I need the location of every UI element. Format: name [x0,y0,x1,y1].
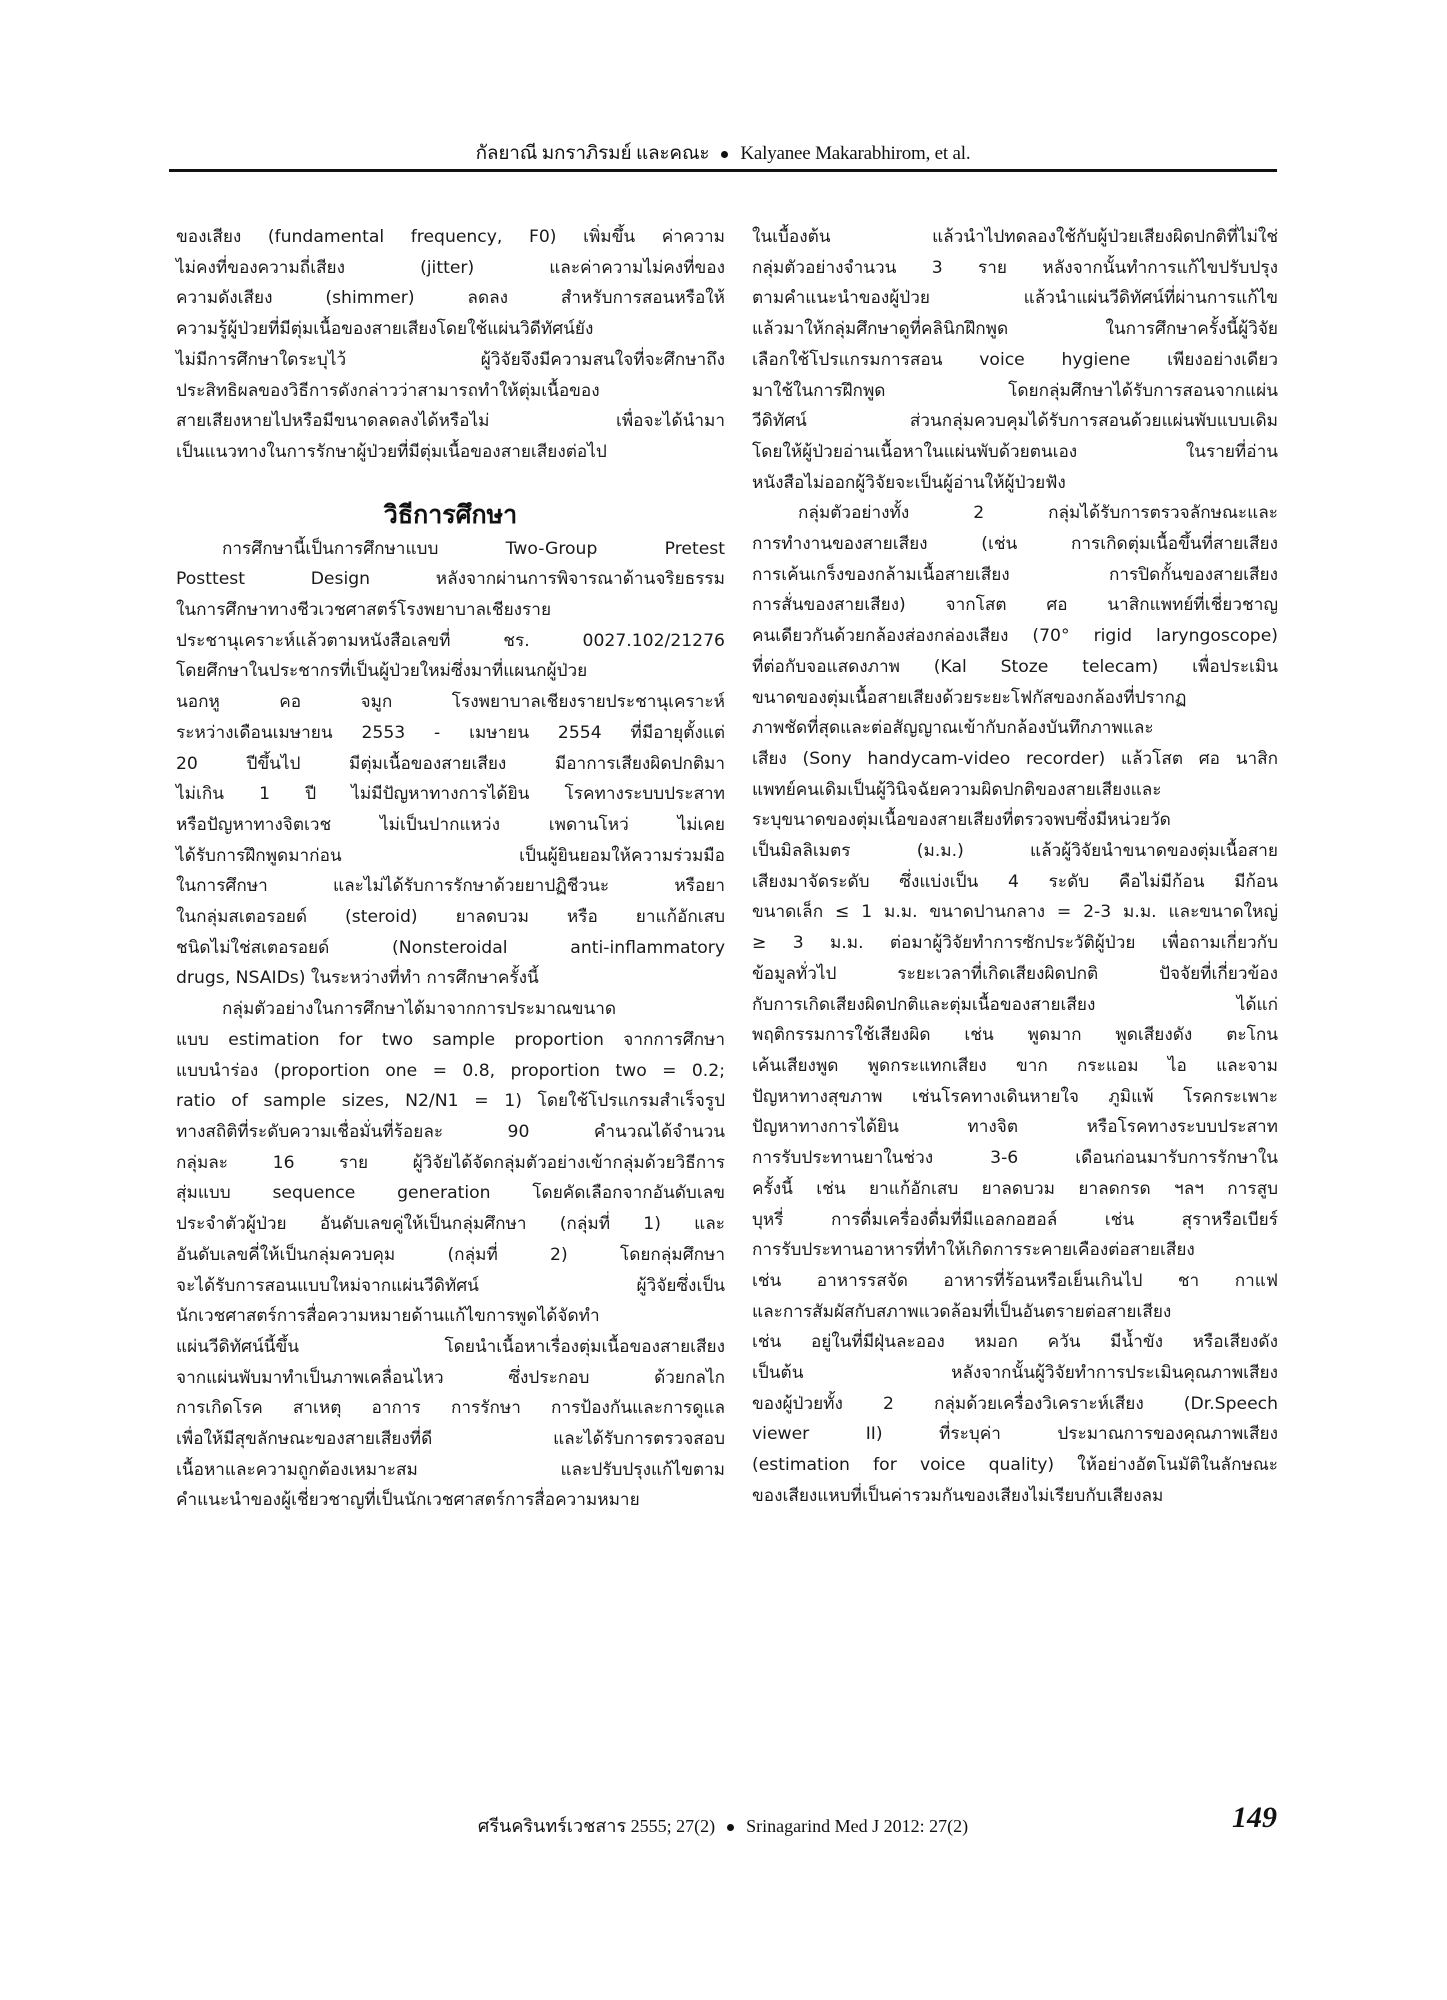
text-line: วีดิทัศน์ ส่วนกลุ่มควบคุมได้รับการสอนด้วยแผ่นพับแบบเดิม [752,411,1278,432]
text-line: หนังสือไม่ออกผู้วิจัยจะเป็นผู้อ่านให้ผู้ป่วยฟัง [752,472,1066,493]
text-line: กลุ่มละ 16 ราย ผู้วิจัยได้จัดกลุ่มตัวอย่างเข้ากลุ่มด้วยวิธีการ [176,1152,725,1173]
text-line: แบบนำร่อง (proportion one = 0.8, proportion two = 0.2; [176,1060,725,1081]
text-line: ในการศึกษา และไม่ได้รับการรักษาด้วยยาปฏิชีวนะ หรือยา [176,876,725,897]
text-line: อันดับเลขคี่ให้เป็นกลุ่มควบคุม (กลุ่มที่ 2) โดยกลุ่มศึกษา [176,1244,725,1265]
text-line: ในการศึกษาทางชีวเวชศาสตร์โรงพยาบาลเชียงราย [176,600,552,621]
journal-english: Srinagarind Med J 2012: 27(2) [746,1816,969,1836]
text-line: การทำงานของสายเสียง (เช่น การเกิดตุ่มเนื้อขึ้นที่สายเสียง [752,534,1278,555]
text-line: ครั้งนี้ เช่น ยาแก้อักเสบ ยาลดบวม ยาลดกรด ฯลฯ การสูบ [752,1178,1278,1199]
text-line: ประจำตัวผู้ป่วย อันดับเลขคู่ให้เป็นกลุ่มศึกษา (กลุ่มที่ 1) และ [176,1214,725,1235]
text-line: โดยให้ผู้ป่วยอ่านเนื้อหาในแผ่นพับด้วยตนเอง ในรายที่อ่าน [752,441,1278,462]
text-line: ภาพชัดที่สุดและต่อสัญญาณเข้ากับกล้องบันทึกภาพและ [752,718,1154,739]
text-line: แล้วมาให้กลุ่มศึกษาดูที่คลินิกฝึกพูด ในการศึกษาครั้งนี้ผู้วิจัย [752,319,1278,340]
text-line: ไม่มีการศึกษาใดระบุไว้ ผู้วิจัยจึงมีความสนใจที่จะศึกษาถึง [176,349,725,370]
text-line: เสียง (Sony handycam-video recorder) แล้วโสต ศอ นาสิก [752,748,1278,769]
text-line: โดยศึกษาในประชากรที่เป็นผู้ป่วยใหม่ซึ่งมาที่แผนกผู้ป่วย [176,661,588,682]
text-line: การเค้นเกร็งของกล้ามเนื้อสายเสียง การปิดกั้นของสายเสียง [752,564,1278,585]
text-line: ของผู้ป่วยทั้ง 2 กลุ่มด้วยเครื่องวิเคราะห์เสียง (Dr.Speech [752,1393,1278,1414]
text-line: เป็นมิลลิเมตร (ม.ม.) แล้วผู้วิจัยนำขนาดของตุ่มเนื้อสาย [752,841,1278,862]
text-line: ระบุขนาดของตุ่มเนื้อของสายเสียงที่ตรวจพบซึ่งมีหน่วยวัด [752,810,1171,831]
text-line: แบบ estimation for two sample proportion จากการศึกษา [176,1029,725,1050]
journal-citation [169,1811,1277,1840]
intro-paragraph [176,222,725,468]
right-column [752,222,1278,1512]
text-line: แพทย์คนเดิมเป็นผู้วินิจฉัยความผิดปกติของสายเสียงและ [752,779,1162,800]
text-line: นอกหู คอ จมูก โรงพยาบาลเชียงรายประชานุเคราะห์ [176,692,725,713]
header-rule [169,169,1277,172]
text-line: เค้นเสียงพูด พูดกระแทกเสียง ขาก กระแอม ไอ และจาม [752,1055,1278,1076]
text-line: ตามคำแนะนำของผู้ป่วย แล้วนำแผ่นวีดิทัศน์ที่ผ่านการแก้ไข [752,288,1278,309]
header-authors-english: Kalyanee Makarabhirom, et al. [740,143,971,164]
text-line: การเกิดโรค สาเหตุ อาการ การรักษา การป้องกันและการดูแล [176,1398,725,1419]
text-line: กลุ่มตัวอย่างจำนวน 3 ราย หลังจากนั้นทำการแก้ไขปรับปรุง [752,257,1278,278]
sample-paragraph [176,994,725,1516]
text-line: ในเบื้องต้น แล้วนำไปทดลองใช้กับผู้ป่วยเสียงผิดปกติที่ไม่ใช่ [752,227,1278,247]
text-line: พฤติกรรมการใช้เสียงผิด เช่น พูดมาก พูดเสียงดัง ตะโกน [752,1025,1278,1046]
text-line: ปัญหาทางสุขภาพ เช่นโรคทางเดินหายใจ ภูมิแพ้ โรคกระเพาะ [752,1086,1278,1107]
journal-thai: ศรีนครินทร์เวชสาร 2555; 27(2) [477,1816,716,1836]
text-line: ปัญหาทางการได้ยิน ทางจิต หรือโรคทางระบบประสาท [752,1117,1278,1138]
text-line: นักเวชศาสตร์การสื่อความหมายด้านแก้ไขการพูดได้จัดทำ [176,1306,600,1327]
left-column [176,222,725,1516]
text-line: การศึกษานี้เป็นการศึกษาแบบ Two-Group Pretest [222,538,725,559]
assessment-paragraph [752,498,1278,1511]
continued-paragraph [752,222,1278,498]
text-line: ขนาดของตุ่มเนื้อสายเสียงด้วยระยะโฟกัสของกล้องที่ปรากฏ [752,687,1187,708]
running-header [169,138,1277,168]
text-line: ไม่คงที่ของความถี่เสียง (jitter) และค่าความไม่คงที่ของ [176,257,725,278]
text-line: ratio of sample sizes, N2/N1 = 1) โดยใช้โปรแกรมสำเร็จรูป [176,1091,725,1112]
section-heading-methods: วิธีการศึกษา [383,499,518,529]
text-line: ของเสียง (fundamental frequency, F0) เพิ่มขึ้น ค่าความ [176,227,725,247]
text-line: (estimation for voice quality) ให้อย่างอัตโนมัติในลักษณะ [752,1455,1278,1476]
text-line: การรับประทานยาในช่วง 3-6 เดือนก่อนมารับการรักษาใน [752,1148,1278,1169]
text-line: สายเสียงหายไปหรือมีขนาดลดลงได้หรือไม่ เพื่อจะได้นำมา [176,411,725,432]
text-line: ความรู้ผู้ป่วยที่มีตุ่มเนื้อของสายเสียงโดยใช้แผ่นวิดีทัศน์ยัง [176,319,594,340]
text-line: ความดังเสียง (shimmer) ลดลง สำหรับการสอนหรือให้ [176,288,725,309]
text-line: เป็นต้น หลังจากนั้นผู้วิจัยทำการประเมินคุณภาพเสียง [752,1363,1278,1384]
text-line: และการสัมผัสกับสภาพแวดล้อมที่เป็นอันตรายต่อสายเสียง [752,1301,1172,1322]
text-line: ขนาดเล็ก ≤ 1 ม.ม. ขนาดปานกลาง = 2-3 ม.ม. และขนาดใหญ่ [752,902,1278,923]
methods-paragraph [176,534,725,995]
bullet-icon [721,151,728,158]
text-line: เสียงมาจัดระดับ ซึ่งแบ่งเป็น 4 ระดับ คือไม่มีก้อน มีก้อน [752,871,1278,892]
text-line: เป็นแนวทางในการรักษาผู้ป่วยที่มีตุ่มเนื้อของสายเสียงต่อไป [176,441,607,462]
text-line: ของเสียงแหบที่เป็นค่ารวมกันของเสียงไม่เรียบกับเสียงลม [752,1485,1164,1506]
text-line: หรือปัญหาทางจิตเวช ไม่เป็นปากแหว่ง เพดานโหว่ ไม่เคย [176,814,725,835]
text-line: เช่น อาหารรสจัด อาหารที่ร้อนหรือเย็นเกินไป ชา กาแฟ [752,1270,1278,1291]
header-authors-thai: กัลยาณี มกราภิรมย์ และคณะ [475,143,710,164]
text-line: ≥ 3 ม.ม. ต่อมาผู้วิจัยทำการซักประวัติผู้ป่วย เพื่อถามเกี่ยวกับ [752,933,1278,954]
text-line: drugs, NSAIDs) ในระหว่างที่ทำ การศึกษาครั้งนี้ [176,968,539,989]
text-line: กลุ่มตัวอย่างทั้ง 2 กลุ่มได้รับการตรวจลักษณะและ [798,503,1278,524]
page-number: 149 [1232,1801,1277,1834]
text-line: การสั่นของสายเสียง) จากโสต ศอ นาสิกแพทย์ที่เชี่ยวชาญ [752,595,1278,616]
text-line: สุ่มแบบ sequence generation โดยคัดเลือกจากอันดับเลข [176,1183,725,1204]
text-line: ชนิดไม่ใช่สเตอรอยด์ (Nonsteroidal anti-inflammatory [176,937,725,958]
text-line: เพื่อให้มีสุขลักษณะของสายเสียงที่ดี และได้รับการตรวจสอบ [176,1429,725,1450]
text-line: มาใช้ในการฝึกพูด โดยกลุ่มศึกษาได้รับการสอนจากแผ่น [752,380,1278,401]
text-line: 20 ปีขึ้นไป มีตุ่มเนื้อของสายเสียง มีอาการเสียงผิดปกติมา [176,753,725,774]
text-line: ทางสถิติที่ระดับความเชื่อมั่นที่ร้อยละ 90 คำนวณได้จำนวน [176,1121,725,1142]
text-line: แผ่นวีดิทัศน์นี้ขึ้น โดยนำเนื้อหาเรื่องตุ่มเนื้อของสายเสียง [176,1336,725,1357]
text-line: ระหว่างเดือนเมษายน 2553 - เมษายน 2554 ที่มีอายุตั้งแต่ [176,722,725,743]
text-line: บุหรี่ การดื่มเครื่องดื่มที่มีแอลกอฮอล์ เช่น สุราหรือเบียร์ [752,1209,1278,1230]
text-line: จะได้รับการสอนแบบใหม่จากแผ่นวีดิทัศน์ ผู้วิจัยซึ่งเป็น [176,1275,725,1296]
text-line: คนเดียวกันด้วยกล้องส่องกล่องเสียง (70° rigid laryngoscope) [752,626,1278,647]
text-line: เลือกใช้โปรแกรมการสอน voice hygiene เพียงอย่างเดียว [752,349,1278,370]
text-line: ข้อมูลทั่วไป ระยะเวลาที่เกิดเสียงผิดปกติ ปัจจัยที่เกี่ยวข้อง [752,963,1278,984]
text-line: กลุ่มตัวอย่างในการศึกษาได้มาจากการประมาณขนาด [222,999,617,1020]
text-line: เช่น อยู่ในที่มีฝุ่นละออง หมอก ควัน มีน้ำขัง หรือเสียงดัง [752,1332,1278,1353]
text-line: ในกลุ่มสเตอรอยด์ (steroid) ยาลดบวม หรือ ยาแก้อักเสบ [176,907,725,928]
text-line: คำแนะนำของผู้เชี่ยวชาญที่เป็นนักเวชศาสตร์การสื่อความหมาย [176,1490,640,1511]
text-line: ประชานุเคราะห์แล้วตามหนังสือเลขที่ ชร. 0027.102/21276 [176,630,725,651]
text-line: viewer II) ที่ระบุค่า ประมาณการของคุณภาพเสียง [752,1424,1278,1445]
bullet-icon [727,1824,734,1831]
text-line: จากแผ่นพับมาทำเป็นภาพเคลื่อนไหว ซึ่งประกอบ ด้วยกลไก [176,1367,725,1388]
text-line: เนื้อหาและความถูกต้องเหมาะสม และปรับปรุงแก้ไขตาม [176,1459,725,1480]
text-line: ไม่เกิน 1 ปี ไม่มีปัญหาทางการได้ยิน โรคทางระบบประสาท [176,784,725,805]
text-line: ได้รับการฝึกพูดมาก่อน เป็นผู้ยินยอมให้ความร่วมมือ [176,845,725,866]
text-line: การรับประทานอาหารที่ทำให้เกิดการระคายเคืองต่อสายเสียง [752,1240,1195,1261]
text-line: ที่ต่อกับจอแสดงภาพ (Kal Stoze telecam) เพื่อประเมิน [752,656,1278,677]
text-line: Posttest Design หลังจากผ่านการพิจารณาด้านจริยธรรม [176,569,725,590]
text-line: ประสิทธิผลของวิธีการดังกล่าวว่าสามารถทำให้ตุ่มเนื้อของ [176,380,600,401]
text-line: กับการเกิดเสียงผิดปกติและตุ่มเนื้อของสายเสียง ได้แก่ [752,994,1278,1015]
